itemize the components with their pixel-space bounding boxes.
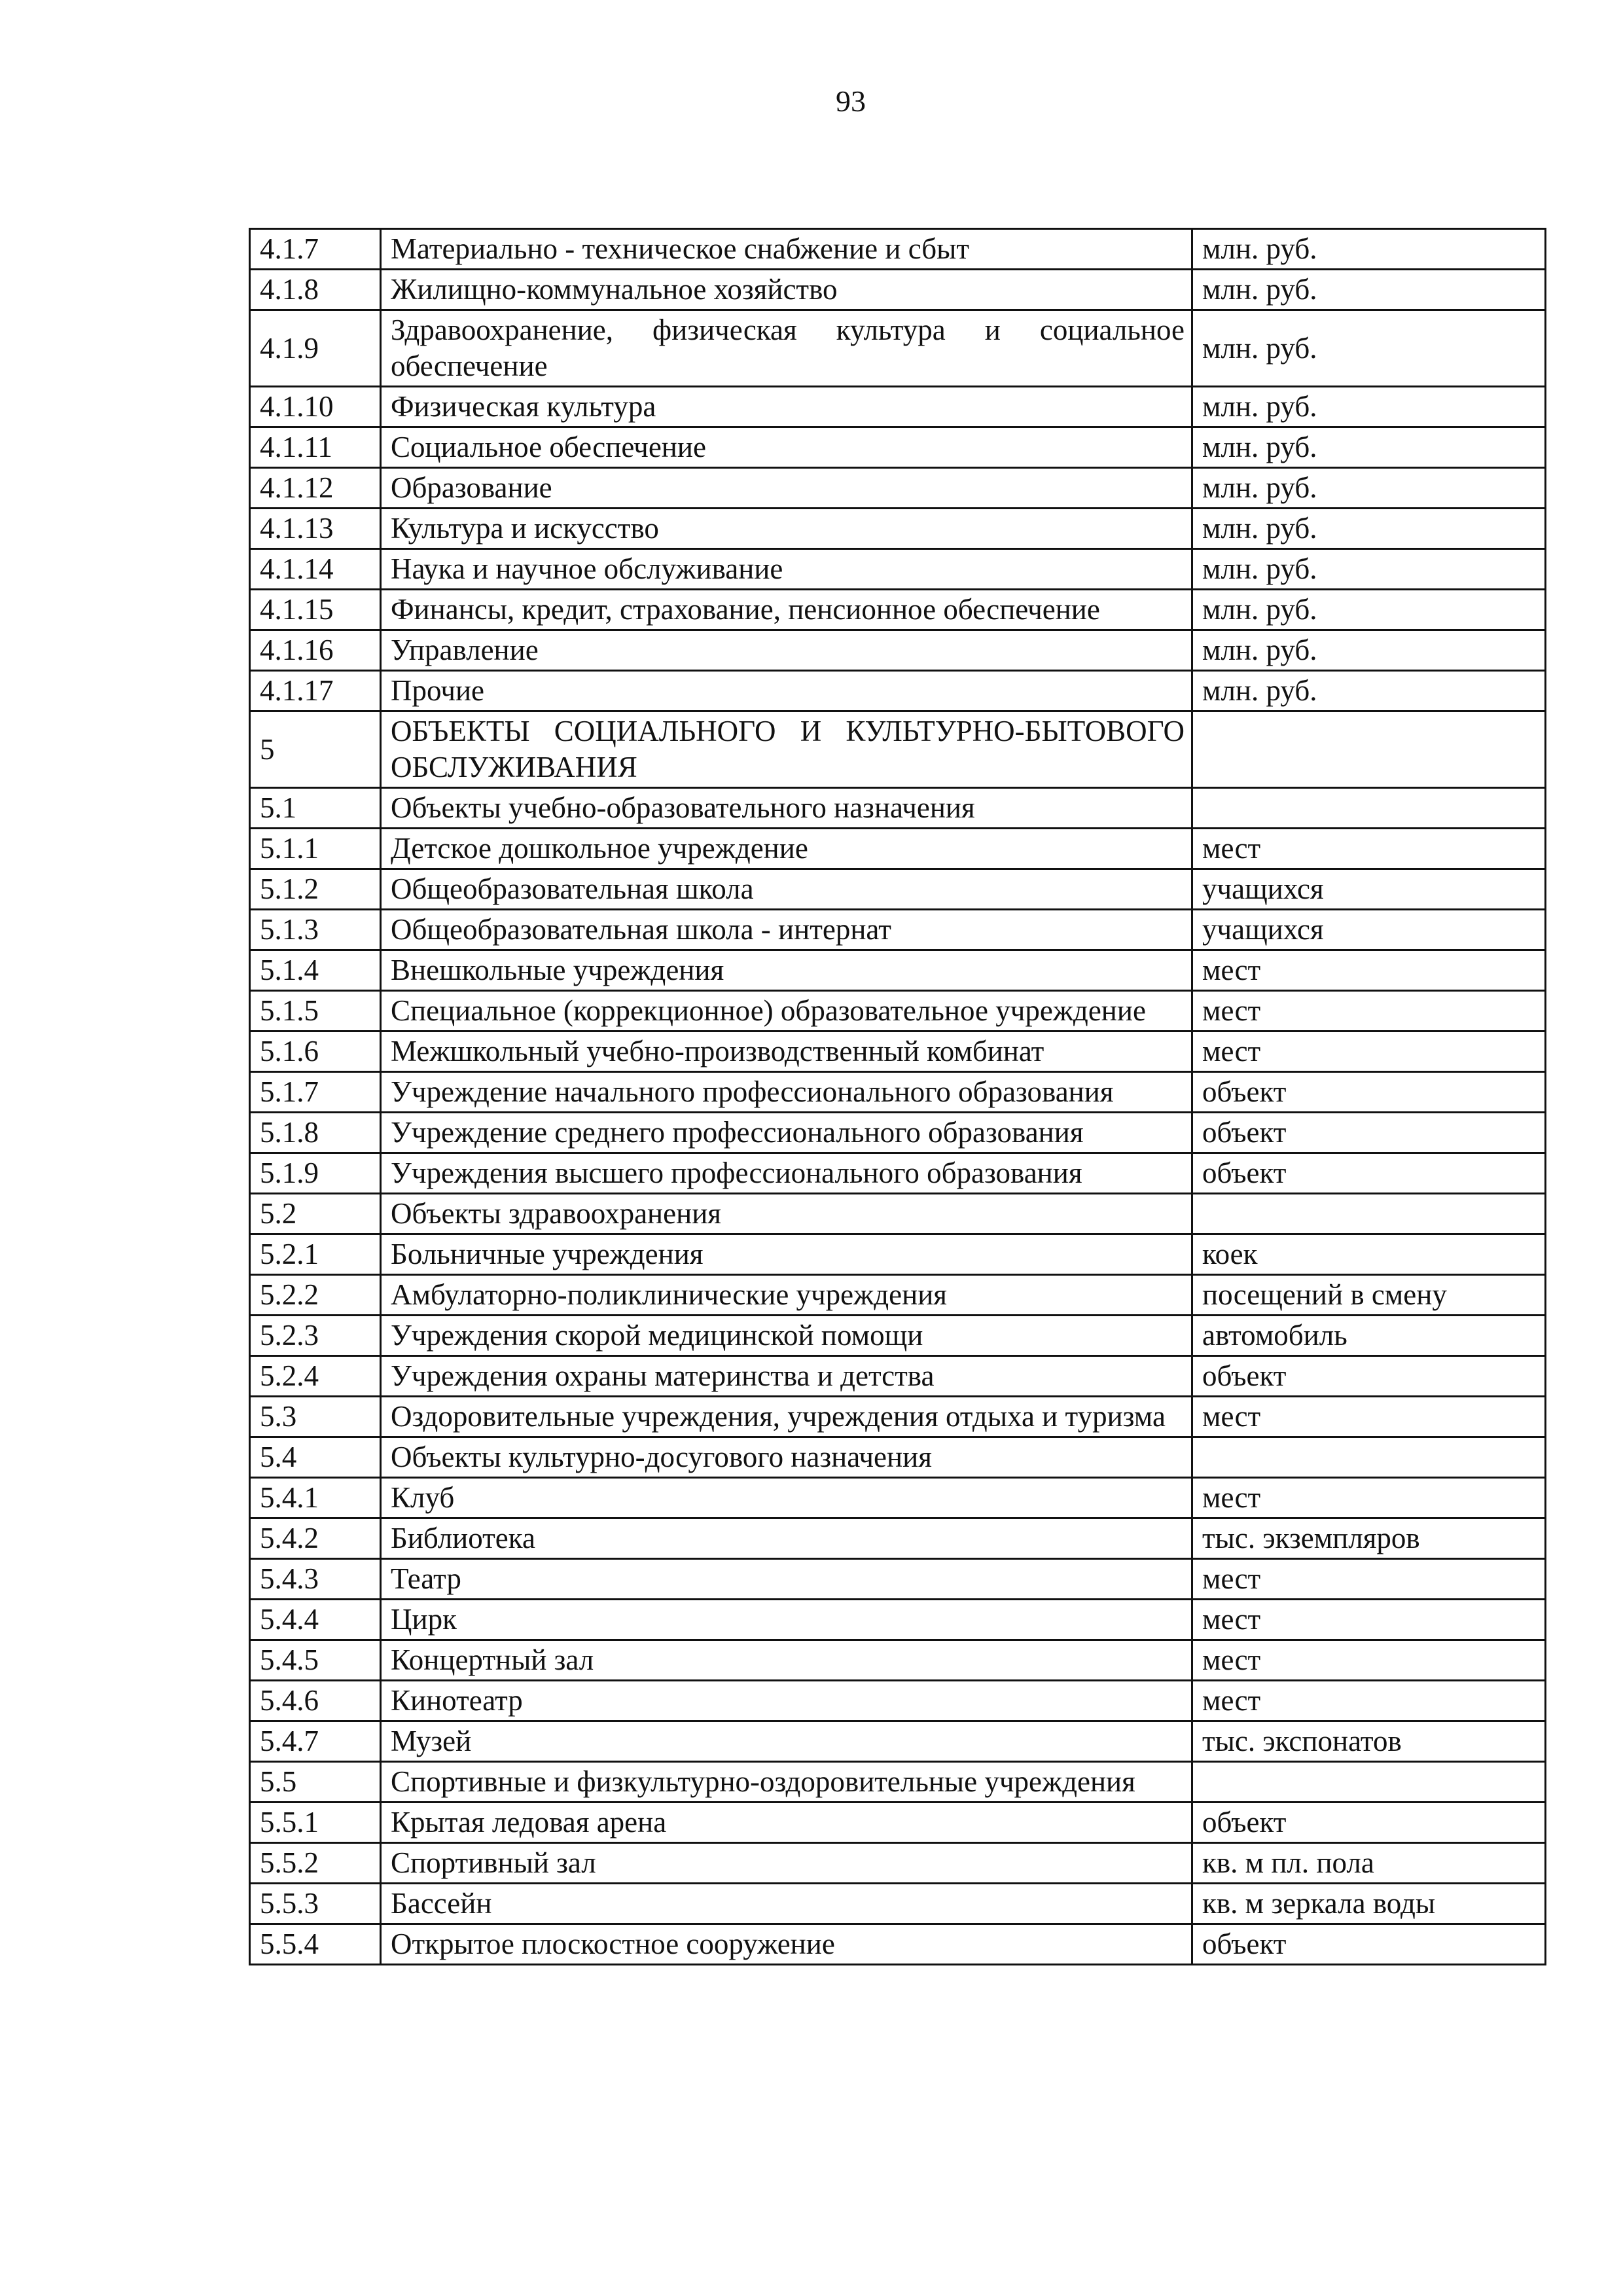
row-unit: мест: [1192, 1640, 1546, 1681]
row-unit: [1192, 711, 1546, 788]
row-unit: посещений в смену: [1192, 1275, 1546, 1316]
row-name: Библиотека: [381, 1518, 1192, 1559]
table-row: [250, 1518, 1546, 1559]
row-name: Прочие: [381, 671, 1192, 711]
table-row: [250, 1640, 1546, 1681]
row-name: Учреждение начального профессионального образования: [381, 1072, 1192, 1113]
table-row: [250, 1153, 1546, 1194]
row-number: 4.1.15: [250, 590, 381, 630]
row-number: 5.1.4: [250, 950, 381, 991]
table-row: [250, 1316, 1546, 1356]
row-name: ОБЪЕКТЫ СОЦИАЛЬНОГО И КУЛЬТУРНО-БЫТОВОГО ОБСЛУЖИВАНИЯ: [381, 711, 1192, 788]
row-name: Физическая культура: [381, 387, 1192, 427]
table-row: [250, 630, 1546, 671]
row-number: 5.2.1: [250, 1234, 381, 1275]
row-number: 4.1.16: [250, 630, 381, 671]
row-unit: млн. руб.: [1192, 427, 1546, 468]
table-body: [250, 229, 1546, 1965]
row-name: Культура и искусство: [381, 509, 1192, 549]
row-number: 5.4.1: [250, 1478, 381, 1518]
row-number: 4.1.9: [250, 310, 381, 387]
row-number: 5: [250, 711, 381, 788]
row-unit: млн. руб.: [1192, 270, 1546, 310]
table-row: [250, 1275, 1546, 1316]
row-number: 5.2.2: [250, 1275, 381, 1316]
row-name: Специальное (коррекционное) образовательное учреждение: [381, 991, 1192, 1031]
table-row: [250, 427, 1546, 468]
row-name: Музей: [381, 1721, 1192, 1762]
row-number: 5.5.2: [250, 1843, 381, 1884]
row-number: 5.4: [250, 1437, 381, 1478]
table-row: [250, 950, 1546, 991]
row-unit: млн. руб.: [1192, 509, 1546, 549]
row-name: Крытая ледовая арена: [381, 1803, 1192, 1843]
table-row: [250, 549, 1546, 590]
table-row: [250, 468, 1546, 509]
row-number: 5.4.6: [250, 1681, 381, 1721]
row-name: Материально - техническое снабжение и сбыт: [381, 229, 1192, 270]
table-row: [250, 1072, 1546, 1113]
row-unit: объект: [1192, 1113, 1546, 1153]
row-name: Амбулаторно-поликлинические учреждения: [381, 1275, 1192, 1316]
row-name: Здравоохранение, физическая культура и социальное обеспечение: [381, 310, 1192, 387]
row-unit: коек: [1192, 1234, 1546, 1275]
row-number: 5.4.5: [250, 1640, 381, 1681]
table-row: [250, 671, 1546, 711]
row-number: 5.1: [250, 788, 381, 829]
table-row: [250, 1437, 1546, 1478]
row-number: 5.1.5: [250, 991, 381, 1031]
row-number: 5.1.8: [250, 1113, 381, 1153]
row-unit: тыс. экспонатов: [1192, 1721, 1546, 1762]
row-unit: объект: [1192, 1924, 1546, 1965]
row-number: 4.1.10: [250, 387, 381, 427]
row-name: Театр: [381, 1559, 1192, 1600]
row-unit: мест: [1192, 829, 1546, 869]
row-unit: мест: [1192, 1559, 1546, 1600]
row-unit: млн. руб.: [1192, 630, 1546, 671]
row-unit: учащихся: [1192, 910, 1546, 950]
row-number: 5.4.2: [250, 1518, 381, 1559]
table-row: [250, 1397, 1546, 1437]
row-unit: мест: [1192, 950, 1546, 991]
row-number: 5.4.7: [250, 1721, 381, 1762]
row-name: Жилищно-коммунальное хозяйство: [381, 270, 1192, 310]
row-name: Внешкольные учреждения: [381, 950, 1192, 991]
row-name: Клуб: [381, 1478, 1192, 1518]
table-row: [250, 991, 1546, 1031]
table-row: [250, 1031, 1546, 1072]
row-unit: млн. руб.: [1192, 387, 1546, 427]
row-name: Цирк: [381, 1600, 1192, 1640]
row-number: 5.5: [250, 1762, 381, 1803]
row-unit: [1192, 1762, 1546, 1803]
row-unit: кв. м пл. пола: [1192, 1843, 1546, 1884]
row-name: Концертный зал: [381, 1640, 1192, 1681]
indicators-table: [249, 228, 1546, 1965]
table-row: [250, 1924, 1546, 1965]
row-name: Открытое плоскостное сооружение: [381, 1924, 1192, 1965]
table-row: [250, 1762, 1546, 1803]
row-name: Объекты здравоохранения: [381, 1194, 1192, 1234]
table-row: [250, 829, 1546, 869]
row-number: 5.1.6: [250, 1031, 381, 1072]
table-row: [250, 270, 1546, 310]
row-number: 4.1.17: [250, 671, 381, 711]
row-number: 4.1.12: [250, 468, 381, 509]
page-number: 93: [836, 84, 866, 118]
row-number: 5.2.3: [250, 1316, 381, 1356]
row-number: 5.5.1: [250, 1803, 381, 1843]
row-name: Финансы, кредит, страхование, пенсионное обеспечение: [381, 590, 1192, 630]
row-number: 5.2.4: [250, 1356, 381, 1397]
row-unit: [1192, 1437, 1546, 1478]
row-name: Учреждения скорой медицинской помощи: [381, 1316, 1192, 1356]
row-name: Объекты учебно-образовательного назначения: [381, 788, 1192, 829]
row-number: 5.2: [250, 1194, 381, 1234]
row-unit: мест: [1192, 1478, 1546, 1518]
table-row: [250, 229, 1546, 270]
row-number: 5.4.4: [250, 1600, 381, 1640]
row-name: Образование: [381, 468, 1192, 509]
row-unit: автомобиль: [1192, 1316, 1546, 1356]
row-name: Детское дошкольное учреждение: [381, 829, 1192, 869]
row-name: Учреждения охраны материнства и детства: [381, 1356, 1192, 1397]
row-number: 5.3: [250, 1397, 381, 1437]
row-unit: объект: [1192, 1072, 1546, 1113]
table-row: [250, 1803, 1546, 1843]
table-row: [250, 1478, 1546, 1518]
row-number: 5.1.1: [250, 829, 381, 869]
row-name: Кинотеатр: [381, 1681, 1192, 1721]
table-row: [250, 910, 1546, 950]
row-name: Объекты культурно-досугового назначения: [381, 1437, 1192, 1478]
table-row: [250, 310, 1546, 387]
row-number: 4.1.11: [250, 427, 381, 468]
table-row: [250, 869, 1546, 910]
row-number: 4.1.13: [250, 509, 381, 549]
table-row: [250, 1194, 1546, 1234]
row-unit: учащихся: [1192, 869, 1546, 910]
row-name: Общеобразовательная школа - интернат: [381, 910, 1192, 950]
row-unit: млн. руб.: [1192, 549, 1546, 590]
row-unit: млн. руб.: [1192, 468, 1546, 509]
row-unit: млн. руб.: [1192, 310, 1546, 387]
row-number: 5.1.2: [250, 869, 381, 910]
table-row: [250, 590, 1546, 630]
row-name: Больничные учреждения: [381, 1234, 1192, 1275]
row-number: 5.4.3: [250, 1559, 381, 1600]
row-unit: тыс. экземпляров: [1192, 1518, 1546, 1559]
row-unit: млн. руб.: [1192, 590, 1546, 630]
row-unit: мест: [1192, 1600, 1546, 1640]
row-unit: объект: [1192, 1153, 1546, 1194]
table-row: [250, 1234, 1546, 1275]
table-row: [250, 1559, 1546, 1600]
row-number: 5.5.3: [250, 1884, 381, 1924]
row-unit: млн. руб.: [1192, 671, 1546, 711]
row-name: Наука и научное обслуживание: [381, 549, 1192, 590]
row-name: Межшкольный учебно-производственный комбинат: [381, 1031, 1192, 1072]
row-name: Оздоровительные учреждения, учреждения отдыха и туризма: [381, 1397, 1192, 1437]
row-name: Учреждения высшего профессионального образования: [381, 1153, 1192, 1194]
row-number: 5.1.3: [250, 910, 381, 950]
table-row: [250, 1356, 1546, 1397]
table-row: [250, 509, 1546, 549]
row-name: Управление: [381, 630, 1192, 671]
row-number: 5.1.7: [250, 1072, 381, 1113]
row-name: Учреждение среднего профессионального образования: [381, 1113, 1192, 1153]
table-row: [250, 387, 1546, 427]
row-unit: [1192, 1194, 1546, 1234]
row-number: 5.1.9: [250, 1153, 381, 1194]
row-unit: мест: [1192, 1681, 1546, 1721]
table-row: [250, 1721, 1546, 1762]
row-name: Спортивные и физкультурно-оздоровительные учреждения: [381, 1762, 1192, 1803]
table-row: [250, 1681, 1546, 1721]
row-name: Социальное обеспечение: [381, 427, 1192, 468]
row-unit: кв. м зеркала воды: [1192, 1884, 1546, 1924]
row-unit: мест: [1192, 1031, 1546, 1072]
table-row: [250, 1600, 1546, 1640]
row-unit: мест: [1192, 991, 1546, 1031]
row-unit: мест: [1192, 1397, 1546, 1437]
row-number: 4.1.14: [250, 549, 381, 590]
row-name: Бассейн: [381, 1884, 1192, 1924]
table-row: [250, 788, 1546, 829]
row-unit: млн. руб.: [1192, 229, 1546, 270]
table-row: [250, 1884, 1546, 1924]
row-number: 4.1.7: [250, 229, 381, 270]
row-number: 5.5.4: [250, 1924, 381, 1965]
row-unit: [1192, 788, 1546, 829]
table-row: [250, 1843, 1546, 1884]
row-unit: объект: [1192, 1356, 1546, 1397]
table-row: [250, 1113, 1546, 1153]
row-name: Общеобразовательная школа: [381, 869, 1192, 910]
row-number: 4.1.8: [250, 270, 381, 310]
row-name: Спортивный зал: [381, 1843, 1192, 1884]
row-unit: объект: [1192, 1803, 1546, 1843]
table-row: [250, 711, 1546, 788]
